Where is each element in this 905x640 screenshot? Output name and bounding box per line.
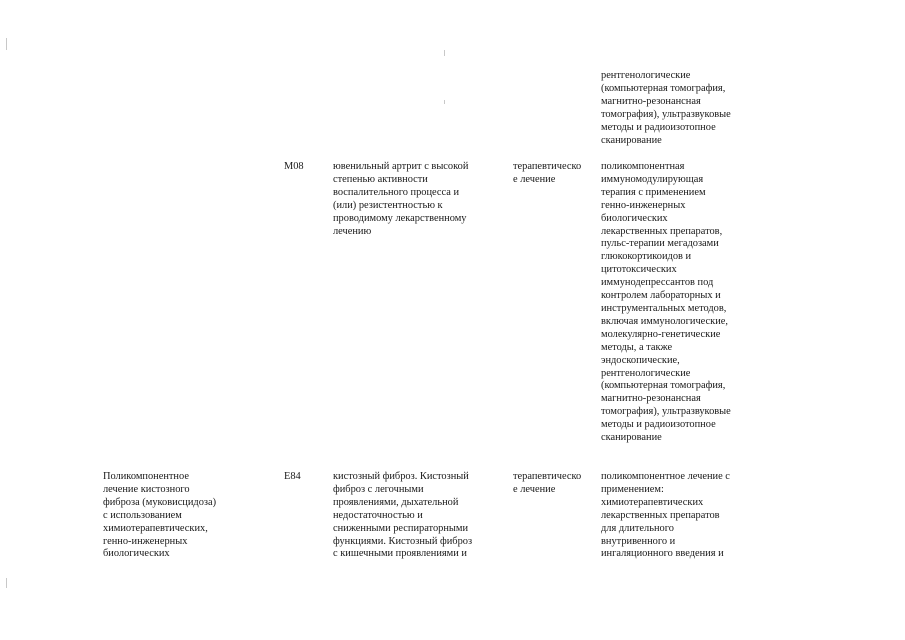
scan-mark [6, 38, 7, 50]
row-0-method-cell: рентгенологические (компьютерная томография, магнитно-резонансная томография), ультразвуковые методы и радиоизотопное сканирование [601, 70, 731, 146]
row-2-treatment-cell: Поликомпонентное лечение кистозного фиброза (муковисцидоза) с использованием химиотерапевтических, генно-инженерных биологических [103, 471, 217, 560]
scan-mark [6, 578, 7, 588]
row-2-code-cell: E84 [284, 471, 301, 482]
row-1-type-cell: терапевтическо е лечение [513, 161, 582, 185]
scan-mark [444, 50, 445, 56]
row-2-type-cell: терапевтическо е лечение [513, 471, 582, 495]
row-1-code-cell: M08 [284, 161, 304, 172]
row-1-method-cell: поликомпонентная иммуномодулирующая терапия с применением генно-инженерных биологических лекарственных препаратов, пульс-терапии мегадозами глюкокортикоидов и цитотоксических иммунодепрессантов под контролем лабораторных и инструментальных методов, включая иммунологические, молекулярно-генетические методы, а также эндоскопические, рентгенологические (компьютерная томография, магнитно-резонансная томография), ультразвуковые методы и радиоизотопное сканирование [601, 161, 731, 444]
row-2-method-cell: поликомпонентное лечение с применением: химиотерапевтических лекарственных препаратов для длительного внутривенного и ингаляционного введения и [601, 471, 730, 560]
row-1-model-cell: ювенильный артрит с высокой степенью активности воспалительного процесса и (или) резистентностью к проводимому лекарственному лечению [333, 161, 469, 237]
scan-mark [444, 100, 445, 104]
row-2-model-cell: кистозный фиброз. Кистозный фиброз с легочными проявлениями, дыхательной недостаточностью и сниженными респираторными функциями. Кистозный фиброз с кишечными проявлениями и [333, 471, 473, 560]
